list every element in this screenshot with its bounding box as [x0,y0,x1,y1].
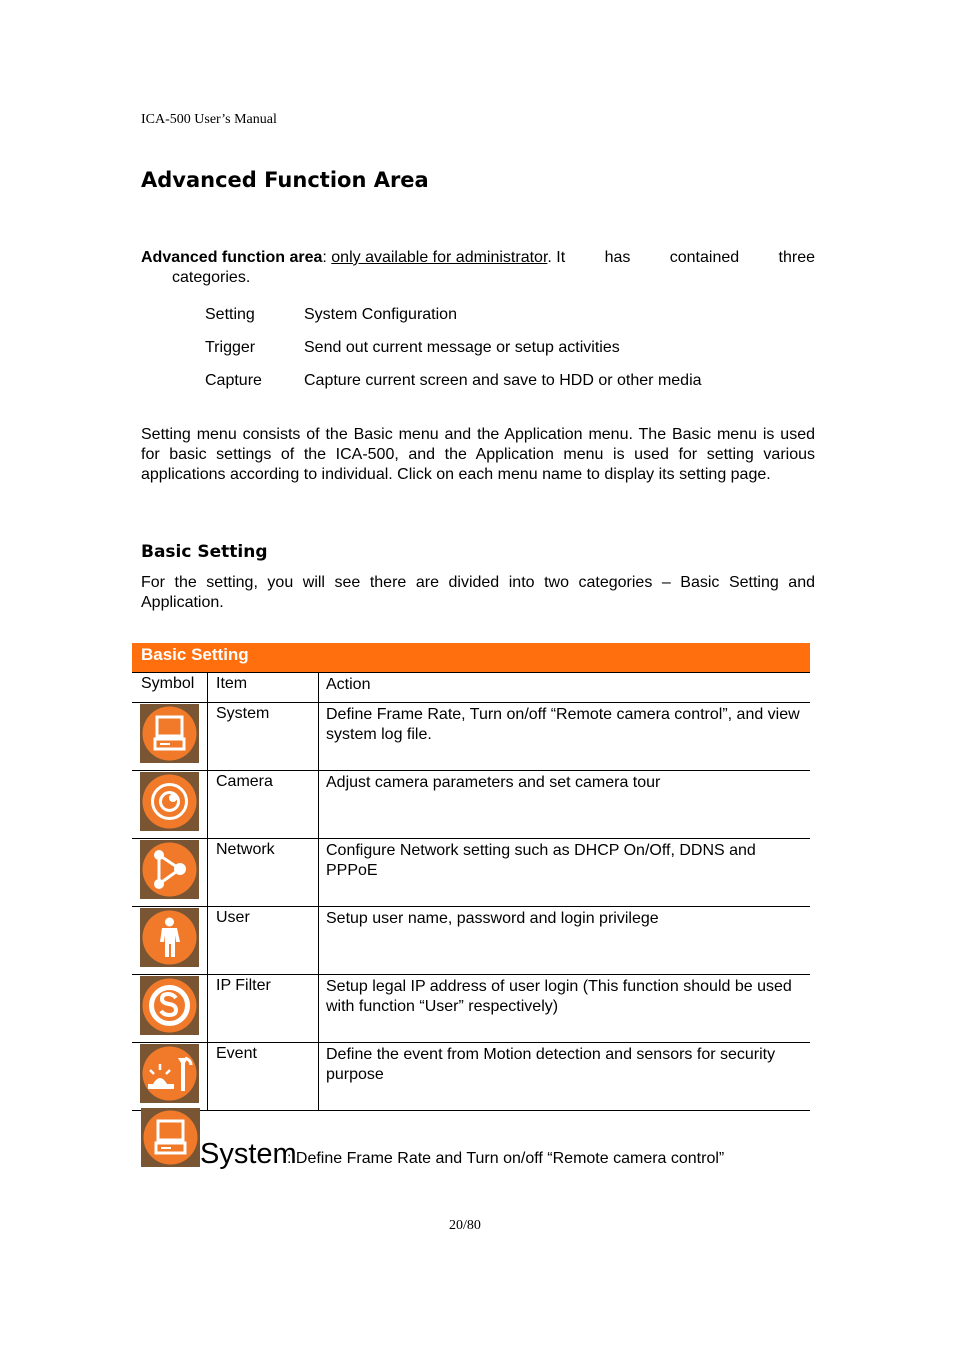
table-row [132,1043,810,1111]
header-item: Item [216,675,248,692]
table-title: Basic Setting [132,643,810,673]
camera-lens-icon [140,772,199,831]
intro-term: Advanced function area [141,249,323,266]
table-row [132,907,810,975]
table-row [132,975,810,1043]
item-user: User [216,909,250,926]
table-row [132,771,810,839]
computer-icon [141,1108,200,1167]
computer-icon [140,704,199,763]
table-header-row [132,673,810,703]
header-action: Action [326,676,371,693]
page-number: 20/80 [449,1218,481,1233]
item-system: System [216,705,270,722]
action-text: Define the event from Motion detection and sensors for security purpose [326,1046,776,1083]
event-icon [140,1044,199,1103]
table-row [132,839,810,907]
ip-filter-icon [140,976,199,1035]
action-text: Setup user name, password and login privilege [326,910,659,927]
action-text: Define Frame Rate, Turn on/off “Remote camera control”, and view system log file. [326,706,800,743]
section-title: Advanced Function Area [141,168,429,192]
document-header: ICA-500 User’s Manual [141,112,277,127]
intro-first-words: Advanced function area: only available for administrator. It [141,249,566,266]
system-section-heading [141,1108,841,1168]
item-ip-filter: IP Filter [216,977,271,994]
basic-setting-table [132,643,810,1111]
basic-setting-paragraph: For the setting, you will see there are divided into two categories – Basic Setting and Application. [141,574,815,611]
admin-only-note: only available for administrator [331,249,548,266]
action-text: Adjust camera parameters and set camera tour [326,774,661,791]
item-camera: Camera [216,773,273,790]
action-text: Configure Network setting such as DHCP On/Off, DDNS and PPPoE [326,842,756,879]
user-icon [140,908,199,967]
setting-menu-paragraph: Setting menu consists of the Basic menu and the Application menu. The Basic menu is used for basic settings of the ICA-500, and the Application menu is used for setting various applications according to individual. Click on each menu name to display its setting page. [141,426,815,483]
intro-paragraph: Advanced function area: only available for administrator. It has contained three categories. [141,249,815,286]
system-title: System [200,1138,297,1170]
table-row [132,703,810,771]
action-text: Setup legal IP address of user login (This function should be used with function “User” respectively) [326,978,792,1015]
subheading-basic-setting: Basic Setting [141,542,268,562]
item-event: Event [216,1045,257,1062]
network-icon [140,840,199,899]
system-description: : Define Frame Rate and Turn on/off “Remote camera control” [287,1150,725,1167]
header-symbol: Symbol [141,675,195,692]
item-network: Network [216,841,275,858]
